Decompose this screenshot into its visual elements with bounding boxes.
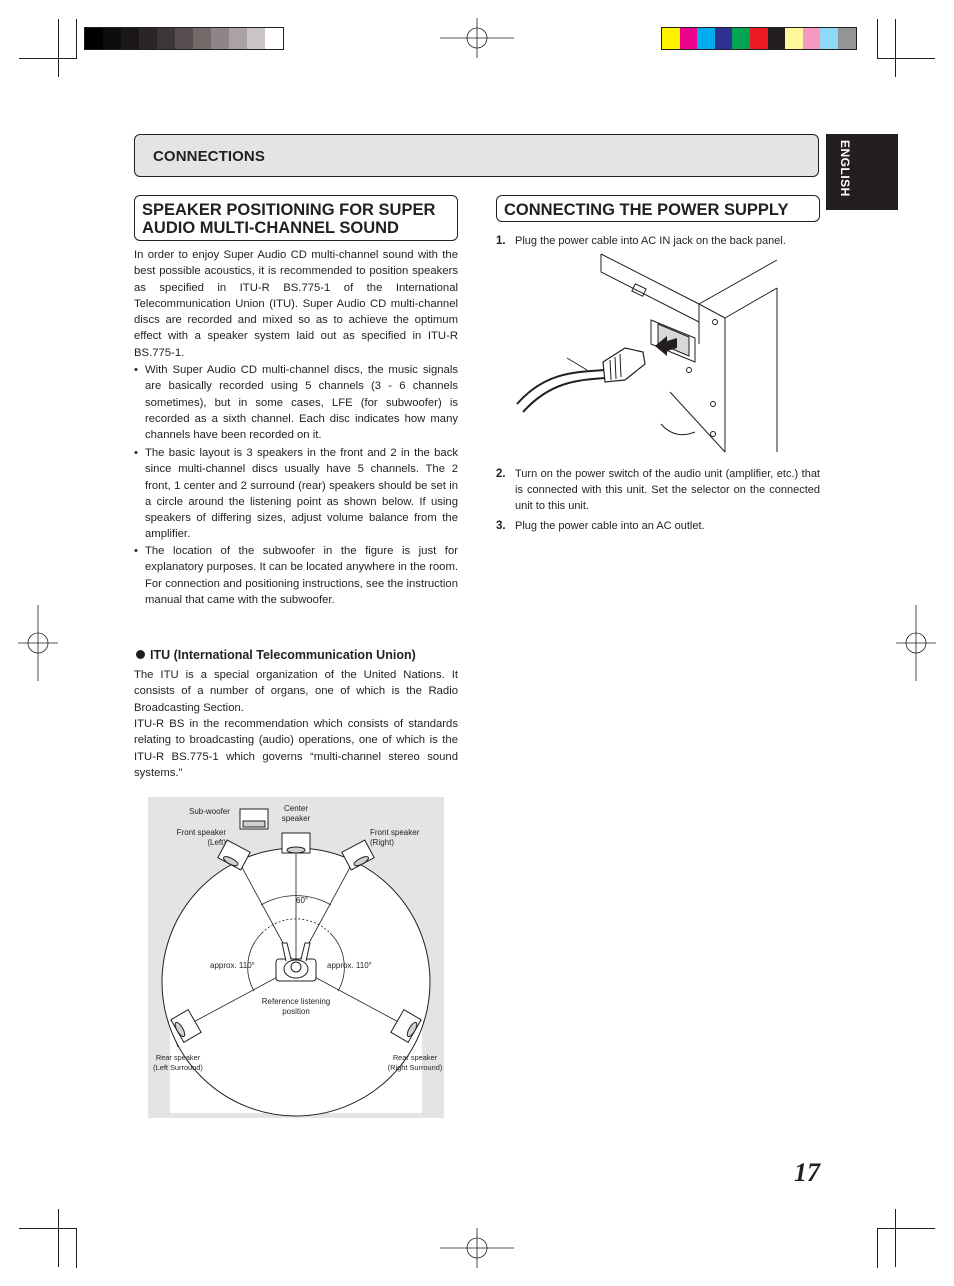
color-swatch: [750, 28, 768, 49]
front-right-label: [370, 828, 436, 848]
step-text: Turn on the power switch of the audio unit (amplifier, etc.) that is connected with this unit. Set the selector on the connected unit to this unit.: [515, 468, 820, 512]
center-speaker-label: [275, 804, 317, 824]
gray-swatch: [193, 28, 211, 49]
rear-left-line-1: Rear speaker: [155, 1053, 201, 1062]
step-number: 3.: [496, 520, 506, 532]
bullet-text: The basic layout is 3 speakers in the front and 2 in the back since multi-channel discs usually have 5 channels. The 2 front, 1 center and 2 surround (rear) speakers should be set in a circle around the listening point as shown below. If using speakers of differing sizes, adjust volume balance from the amplifier.: [145, 447, 458, 541]
bullet-text: With Super Audio CD multi-channel discs, the music signals are basically recorded using 5 channels (3 - 6 channels sometimes), but in some cases, LFE (for subwoofer) is recorded as a sixth channel. Each disc indicates how many channels have been recorded on it.: [145, 364, 458, 442]
grayscale-bar: [84, 27, 284, 50]
step-number: 2.: [496, 468, 506, 480]
subwoofer-label: Sub-woofer: [189, 807, 230, 816]
reference-line-1: Reference listening: [261, 997, 331, 1006]
intro-paragraph: In order to enjoy Super Audio CD multi-channel sound with the best possible acoustics, it is recommended to position speakers as specified in ITU-R BS.775-1 of the International Telecommunication Union (ITU). Super Audio CD multi-channel discs are recorded and mixed so as to achieve the optimum effect with a speaker system laid out as specified in ITU-R BS.775-1.: [134, 249, 458, 359]
connections-header: [134, 134, 819, 177]
language-tab-label: ENGLISH: [838, 140, 852, 197]
bullet-text: The location of the subwoofer in the figure is just for explanatory purposes. It can be located anywhere in the room. For connection and positioning instructions, see the instruction manual that came with the subwoofer.: [145, 545, 458, 606]
color-swatch: [768, 28, 786, 49]
power-supply-title: CONNECTING THE POWER SUPPLY: [504, 201, 789, 219]
front-right-line-1: Front speaker: [370, 828, 420, 837]
heading-line-1: SPEAKER POSITIONING FOR SUPER: [142, 201, 436, 219]
color-swatch: [680, 28, 698, 49]
step-number: 1.: [496, 235, 506, 247]
gray-swatch: [139, 28, 157, 49]
front-right-line-2: (Right): [370, 838, 395, 847]
front-left-line-2: (Left): [207, 838, 226, 847]
itu-heading-text: ITU (International Telecommunication Union): [150, 648, 416, 662]
step-text: Plug the power cable into an AC outlet.: [515, 520, 705, 532]
gray-swatch: [247, 28, 265, 49]
reference-line-2: position: [282, 1007, 310, 1016]
itu-paragraph-2: ITU-R BS in the recommendation which consists of standards relating to broadcasting (audio) operations, one of which is the ITU-R BS.775-1 which governs “multi-channel stereo sound systems.”: [134, 718, 458, 779]
approx-110-right-label: approx. 110°: [327, 961, 372, 970]
gray-swatch: [211, 28, 229, 49]
bullet-dot: •: [134, 364, 138, 376]
bullet-dot: •: [134, 447, 138, 459]
gray-swatch: [103, 28, 121, 49]
color-swatch: [838, 28, 856, 49]
heading-line-2: AUDIO MULTI-CHANNEL SOUND: [142, 219, 399, 237]
speaker-positioning-heading: [134, 195, 458, 241]
color-swatch: [697, 28, 715, 49]
page-number: 17: [794, 1158, 820, 1187]
bullet-dot: •: [134, 545, 138, 557]
gray-swatch: [121, 28, 139, 49]
color-swatch: [803, 28, 821, 49]
reference-position-label: [252, 997, 340, 1017]
center-label-line-1: Center: [283, 804, 308, 813]
approx-110-left-label: approx. 110°: [210, 961, 255, 970]
step-text: Plug the power cable into AC IN jack on the back panel.: [515, 235, 786, 247]
rear-right-label: [386, 1053, 444, 1073]
gray-swatch: [85, 28, 103, 49]
gray-swatch: [265, 28, 283, 49]
color-swatch: [820, 28, 838, 49]
rear-left-label: [148, 1053, 208, 1073]
rear-left-line-2: (Left Surround): [153, 1063, 203, 1072]
speaker-layout-diagram: [148, 797, 444, 1118]
gray-swatch: [175, 28, 193, 49]
back-panel-illustration: [515, 252, 780, 457]
page-title: CONNECTIONS: [153, 148, 265, 165]
color-swatch: [715, 28, 733, 49]
subwoofer-icon: [240, 809, 268, 829]
angle-60-label: 60°: [296, 896, 309, 905]
color-swatch: [732, 28, 750, 49]
filled-circle-icon: [136, 650, 145, 659]
color-bar: [661, 27, 857, 50]
color-swatch: [785, 28, 803, 49]
rear-right-line-2: (Right Surround): [387, 1063, 443, 1072]
gray-swatch: [229, 28, 247, 49]
center-label-line-2: speaker: [281, 814, 311, 823]
itu-paragraph-1: The ITU is a special organization of the United Nations. It consists of a number of organs, one of which is the Radio Broadcasting Section.: [134, 669, 458, 714]
front-left-line-1: Front speaker: [176, 828, 226, 837]
color-swatch: [662, 28, 680, 49]
front-left-label: [160, 828, 226, 848]
power-supply-heading: [496, 195, 820, 222]
gray-swatch: [157, 28, 175, 49]
itu-heading: [136, 648, 416, 662]
language-tab: [826, 134, 898, 210]
rear-right-line-1: Rear speaker: [392, 1053, 438, 1062]
